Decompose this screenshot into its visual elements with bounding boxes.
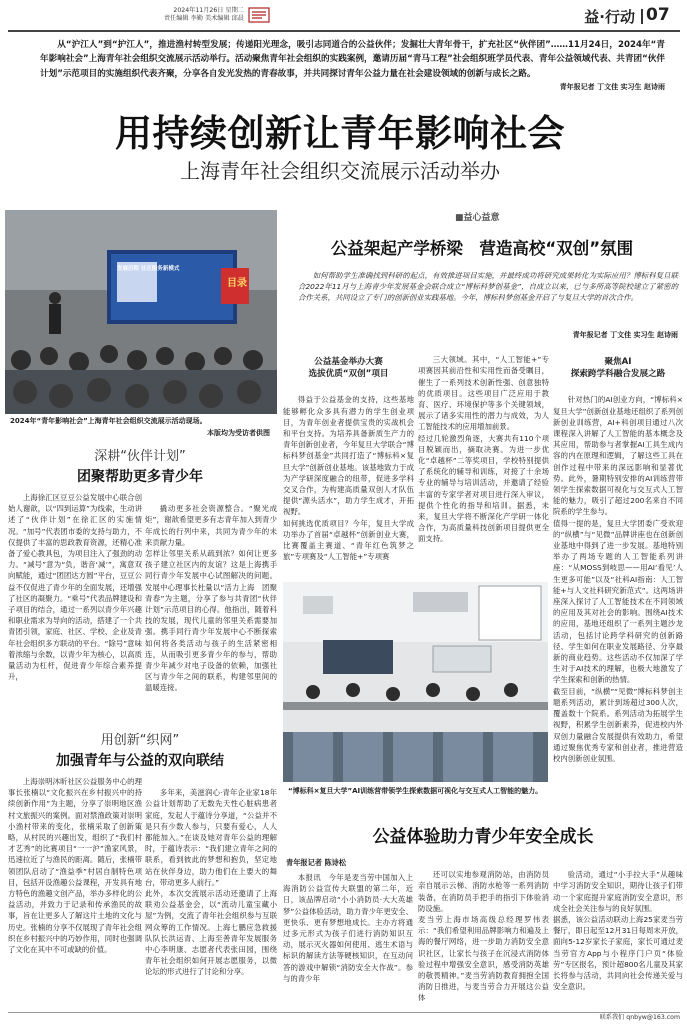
left-article-col1-text: 上海徐汇区豆豆公益发展中心联合创始人谢歆，以“四到运算”为线索，生动讲述了“伙伴计划”在徐汇区的实施情况。“加号”代表团市委的支持与助力，不仅提供了丰富的思政教育资源，还精心准备了爱心教具包，为项目注入了强劲的动力。“减号”意为“负，谐音‘减’”，寓意双向赋能，通过“团团达方圆”平台，豆豆公益不仅促进了青少年的全面发展，还增强了社区的凝聚力。“乘号”代表品牌建设和子项目的结合，通过一系列以青少年兴趣和职业需求为导向的活动，搭建了一个共青团引领，家庭、社区、学校、企业及青年社会组织多方联动的平台。“除号”意味着浓缩与余数，以青少年为核心，以高质量活动为杠杆，促进青少年综合素养提升， bbox=[8, 493, 142, 682]
main-subheadline: 上海青年社会组织交流展示活动举办 bbox=[180, 159, 500, 183]
event-photo bbox=[5, 210, 277, 414]
bottom-article-col1-text: 本报讯 今年是麦当劳中国加入上海消防公益宣传大联盟的第二年，近日，该品牌启动“小小消防员·大大英雄梦”公益体验活动，助力青少年更安全、更快乐、更有梦想地成长。主办方将通过多元形式为孩子们进行消防知识互动，展示灭火器如何使用、逃生术语与标识的解读方法等硬核知识，在互动问答的游戏中解锁“消防安全大作战”。参与的青少年 bbox=[283, 873, 413, 983]
mid-subhead-1: 公益基金举办大赛 选拔优质“双创”项目 bbox=[308, 357, 389, 380]
bottom-article-col3 bbox=[553, 858, 683, 1012]
mid-article-col3 bbox=[553, 343, 683, 816]
date-line: 2024年11月26日 星期二 bbox=[173, 7, 244, 14]
left-article-col1 bbox=[8, 492, 142, 720]
mid-section-tag: ■益心益意 bbox=[455, 213, 500, 223]
left-article-title: 团聚帮助更多青少年 bbox=[77, 469, 203, 485]
bottom-article-col2-text: 还可以实地参观消防站，由消防员亲自展示云梯、消防水枪等一系列消防装备，在消防员手把手的指引下体验消防设施。 麦当劳上海市场高级总经理罗伟表示：“我们希望利用品牌影响力和遍及上海的餐厅网络，进一步助力消防安全意识社区，让家长与孩子在沉浸式消防体验过程中增强安全意识，感受消防英雄的敬畏精神。”麦当劳消防教育拥抱全国消防日推进，与麦当劳合力开展这公益体 bbox=[418, 870, 549, 1003]
top-intro-byline: 青年报记者 丁文佳 实习生 赵诗雨 bbox=[559, 83, 665, 92]
section-name: 益·行动 bbox=[584, 8, 635, 26]
mid-article-col1-text: 得益于公益基金的支持，这些基地能够孵化众多具有潜力的学生创业项目，为青年创业者提供宝贵的实战机会和平台支持。为培养具备新质生产力的青年创新创业者，今年复旦大学联合“博标科梦创基金”共同打造了“博标科×复旦大学”创新创业基地。该基地致力于成为产学研深度融合的纽带，促进多学科交叉合作，为构建高质量双创人才队伍提供“源头活水”，助力学生成才，开拓视野。 如何挑选优质项目？今年，复旦大学成功举办了首届“卓越杯”创新创业大赛，比赛覆盖主赛道、“青年红色筑梦之旅”专项赛及“人工智能+”专项赛 bbox=[283, 395, 414, 562]
photo-screen-text: 发展历程 社区服务新模式 bbox=[117, 266, 180, 272]
left-article-col2-text: 撬动更多社会资源整合。“聚光成炬”，谢歆希望更多有志青年加入到青少年成长的行列中来，共同为青少年的未来贡献力量。 怎样让邻里关系从疏到浓？如何让更多孩子建立社区内的友谊？这是上海携手同行青少年发展中心试图解决的问题。发展中心理事长杜量以“活力上海 团聚青春”为主题，分享了参与共青团“伙伴计划”示范项目的心得。他指出，随着科技的发展，现代儿童的邻里关系需要加强。携手同行青少年发展中心不断探索如何将各类活动与孩子的生活紧密相连，从而吸引更多青少年的参与，帮助青少年减少对电子设备的依赖，加强社区与青少年之间的联系，构建邻里间的温暖连接。 bbox=[145, 504, 277, 693]
main-headline: 用持续创新让青年影响社会 bbox=[115, 112, 565, 155]
bottom-article-title: 公益体验助力青少年安全成长 bbox=[372, 827, 594, 847]
training-camp-caption: “博标科×复旦大学”AI训练营带领学生探索数据可视化与交互式人工智能的魅力。 bbox=[288, 787, 543, 795]
footer-contact: 联系我们 qnbyw@163.com bbox=[599, 1014, 680, 1021]
bottom-article-col3-text: 验活动，通过“小手拉大手”从趣味中学习消防安全知识，期待让孩子们带动一个家庭提升家庭消防安全意识，形成全社会关注参与的良好氛围。 据悉，该公益活动联动上海25家麦当劳餐厅，即日起至12月31日每周末开放，面向5-12岁家长子家庭，家长可通过麦当劳官方App与小程序门户页“体验劳”专区报名，预计超800名儿童及其家长将参与活动，共同向社会传递关爱与安全意识。 bbox=[553, 870, 683, 992]
training-camp-photo bbox=[283, 582, 548, 782]
masthead-date-block bbox=[94, 7, 244, 23]
mid-article-title: 公益架起产学桥梁 营造高校“双创”氛围 bbox=[330, 239, 634, 258]
bottom-article-col1 bbox=[283, 872, 413, 1012]
left-article2-kicker: 用创新“织网” bbox=[100, 733, 180, 748]
mid-article-lede: 如何帮助学生准确找到科研的起点，有效推进项目实施，并最终成功将研究成果转化为实际应用？博标科复旦联合2022年11月与上海青少年发展基金会联合成立“博标科梦创基金”，自成立以来，已与多所高等院校建立了紧密的合作关系，共同设立了专门的创新创业实践基地。今年，博标科梦创基金开启了与复旦大学的首次合作。 bbox=[298, 271, 678, 302]
mid-article-col2-text: 三大领域。其中，“人工智能+”专项赛因其前沿性和实用性而备受瞩目，催生了一系列技术创新性强、创意独特的优质项目。这些项目广泛应用于教育、医疗、环境保护等多个关键领域，展示了诸多实用性的潜力与成效，为人工智能技术的应用增加前景。 经过几轮激烈角逐，大赛共有110个项目脱颖而出，摘取决赛。为进一步优化“卓越杯”二等奖项目，学校特别提供了系统化的辅导和训练，对接了十余场专业的辅导与培训活动，并邀请了经验丰富的专家学者对项目进行深入审议，提供个性化的指导和培训。据悉，未来，复旦大学将不断深化产学研一体化合作，为高质量科技创新项目提供更全面支持。 bbox=[418, 355, 549, 544]
event-photo-caption: 2024年“青年影响社会”上海青年社会组织交流展示活动现场。 bbox=[10, 417, 207, 425]
editor-line: 责任编辑 李勤 美术编辑 邱晨 bbox=[163, 15, 244, 22]
left-article2-col2 bbox=[145, 776, 277, 1020]
left-article2-col1 bbox=[8, 776, 142, 1016]
page-number: 07 bbox=[646, 5, 670, 25]
mid-article-col1 bbox=[283, 343, 414, 578]
section-divider bbox=[641, 9, 643, 24]
mid-article-col3-text: 针对热门的AI创业方向，“博标科×复旦大学”创新创业基地还组织了系列创新创业训练营，AI+科创项目通过八次课程深入讲解了人工智能的基本概念及其应用，帮助参与者掌握AI工具生成内容的内在原理和逻辑，了解这些工具在创作过程中带来的深远影响和显著优势。此外，暑期特别安排的AI训练营带领学生探索数据可视化与交互式人工智能的魅力，吸引了超过200名来自不同院系的学生参与。 值得一提的是，复旦大学团委广受欢迎的“纵横”与“见微”品牌讲座也在创新创业基地中得到了进一步发展。基地特别举办了两场专题的人工智能系列讲座：“从MOSS到岐思——用AI‘看见’人生更多可能”以及“社科AI指南：人工智能+与人文社科研究新范式”。这两场讲座深入探讨了人工智能技术在不同领域的应用及其对社会的影响。围绕AI技术的应用，基地还组织了一系列主题沙龙活动，包括讨论跨学科研究的创新路径、学生如何在职业发展路径、分享最新的商业趋势。这些活动不仅加深了学生对于AI技术的理解，也极大地激发了学生探索和创新的热情。 截至目前，“纵横”“见微”博标科梦创主题系列活动，累计到场超过300人次，覆盖数十个院系。系列活动为拓展学生视野，积累学生创新素养，促进校内外双创力量融合发展提供有效助力，希望通过聚焦优秀专家和创业者，推进营造校内创新创业氛围。 bbox=[553, 395, 683, 763]
event-photo-credit: 本版均为受访者供图 bbox=[207, 429, 270, 437]
mid-article-col2 bbox=[418, 343, 549, 578]
left-article-col2 bbox=[145, 492, 277, 728]
photo-screen-mark: 目录 bbox=[227, 278, 247, 289]
top-intro-text: 从“沪江人”到“护江人”，推进渔村转型发展；传递阳光理念，吸引志同道合的公益伙伴；发掘壮大青年骨干，扩充社区“伙伴团”……11月24日，2024年“青年影响社会”上海青年社会组织交流展示活动举行。活动聚焦青年社会组织的实践案例，邀请历届“青马工程”社会组织班学员代表、青年公益领域代表、共青团“伙伴计划”示范项目的实施组织代表齐聚，分享各自发光发热的青春故事，并共同探讨青年公益力量在社会建设领域的创新与成长之路。 bbox=[40, 40, 665, 79]
newspaper-logo-icon bbox=[248, 6, 270, 24]
mid-article-byline: 青年报记者 丁文佳 实习生 赵诗雨 bbox=[572, 331, 678, 339]
top-intro-block bbox=[40, 38, 665, 92]
masthead-rule bbox=[8, 30, 680, 32]
bottom-article-byline: 青年报记者 陈诗松 bbox=[286, 858, 347, 867]
footer-rule bbox=[8, 1012, 680, 1013]
mid-subhead-2: 聚焦AI 探索跨学科融合发展之路 bbox=[570, 357, 666, 380]
left-article-kicker: 深耕“伙伴计划” bbox=[94, 449, 186, 464]
left-article2-col1-text: 上海崇明沐昕社区公益服务中心的理事长张楠以“文化振兴在乡村振兴中的持续创新作用”为主题，分享了崇明地区渔村文旅振兴的案例。面对禁渔政策对崇明小渔村带来的变化，张楠采取了创新策略，从村民的兴趣出发，组织了“我们村才艺秀”的比赛项目“一一沪”渔家风景，迅速拉近了与渔民的距离。随后，张楠带领团队启动了“渔益季”村居自制特色项目，包括开设渔趣公益课程，开发具有地方特色的渔趣文创产品，举办多样化的公益活动，并致力于记录和传承渔民的故事，旨在让更多人了解这片土地的文化与历史。张楠的分享不仅展现了青年社会组织在乡村振兴中的巧妙作用，同时也强调了文化在其中不可或缺的价值。 bbox=[8, 777, 142, 955]
bottom-article-col2 bbox=[418, 858, 549, 1012]
left-article2-col2-text: 多年来，美滋润心·青年企业家18年公益计划帮助了无数先天性心脏病患者家庭，发起人于蕴诗分享道，“公益并不是只有少数人参与，只要有爱心，人人都能加入。”在谈及她对青年公益的理解时，于蕴诗表示：“我们建立青年之间的联系，看到彼此的梦想和抱负，坚定地站在伙伴身边，助力他们在上要大的舞台，带动更多人前行。” 此外，本次交流展示活动还邀请了上海联劝公益基金会，以“流动儿童宝藏小屋”为例，交流了青年社会组织参与互联网众筹的工作情况。上海七鹏应急救援队队长洪运青、上海至善青年发展服务中心李明康、志愿者代表张田园，围绕青年社会组织如何开展志愿服务，以微论坛的形式进行了讨论和分享。 bbox=[145, 788, 277, 977]
left-article2-title: 加强青年与公益的双向联结 bbox=[56, 753, 224, 769]
